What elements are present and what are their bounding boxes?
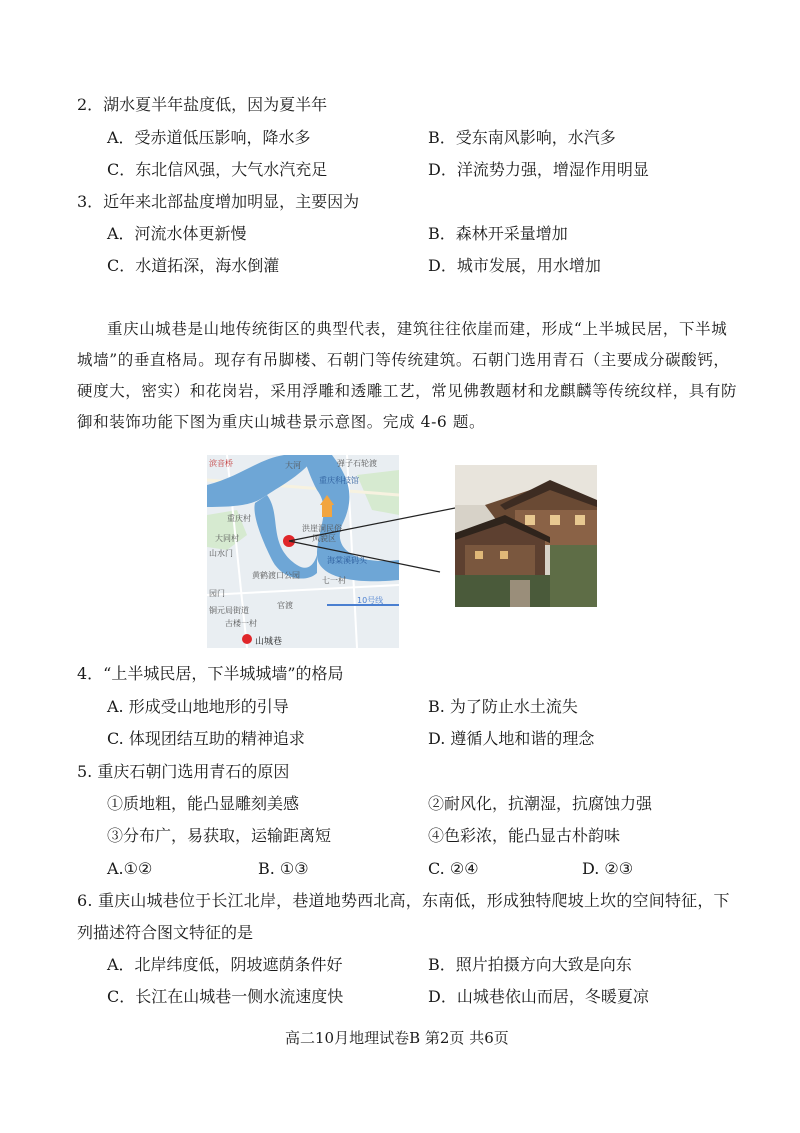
map-label: 海棠溪码头 <box>327 556 367 565</box>
map-label: 大同村 <box>215 534 239 543</box>
map-label: 大河 <box>285 461 301 470</box>
q4-option-d[interactable]: D. 遵循人地和谐的理念 <box>428 729 595 748</box>
map-label: 黄鹤渡口公园 <box>252 571 300 580</box>
passage-line-2: 城墙”的垂直格局。现存有吊脚楼、石朝门等传统建筑。石朝门选用青石（主要成分碳酸钙， <box>77 351 730 369</box>
q3-stem: 3．近年来北部盐度增加明显，主要因为 <box>77 192 360 211</box>
q5-option-d[interactable]: D. ②③ <box>582 859 634 878</box>
passage-line-3: 硬度大，密实）和花岗岩，采用浮雕和透雕工艺，常见佛教题材和龙麒麟等传统纹样，具有防 <box>77 382 738 400</box>
shancheng-alley-photo <box>455 465 597 607</box>
q2-option-c[interactable]: C．东北信风强，大气水汽充足 <box>107 160 328 179</box>
q6-option-d[interactable]: D．山城巷依山而居，冬暖夏凉 <box>428 987 649 1006</box>
page-footer: 高二10月地理试卷B 第2页 共6页 <box>285 1029 509 1047</box>
q6-option-b[interactable]: B．照片拍摄方向大致是向东 <box>428 955 632 974</box>
passage-line-4: 御和装饰功能下图为重庆山城巷景示意图。完成 4-6 题。 <box>77 413 486 431</box>
q6-stem-line-2: 列描述符合图文特征的是 <box>77 923 254 942</box>
q5-stem: 5. 重庆石朝门选用青石的原因 <box>77 762 290 781</box>
q2-option-b[interactable]: B．受东南风影响，水汽多 <box>428 128 616 147</box>
map-label: 重庆科技馆 <box>319 476 359 485</box>
q2-stem: 2．湖水夏半年盐度低，因为夏半年 <box>77 95 328 114</box>
map-label: 风貌区 <box>312 534 336 543</box>
q5-option-b[interactable]: B. ①③ <box>258 859 309 878</box>
q5-option-a[interactable]: A.①② <box>107 859 153 878</box>
q2-option-a[interactable]: A．受赤道低压影响，降水多 <box>107 128 311 147</box>
q6-option-a[interactable]: A．北岸纬度低，阴坡遮荫条件好 <box>107 955 343 974</box>
q5-item-3: ③分布广，易获取，运输距离短 <box>107 826 332 845</box>
map-label: 山水门 <box>209 549 233 558</box>
map-label: 园门 <box>209 589 225 598</box>
q4-option-a[interactable]: A. 形成受山地地形的引导 <box>107 697 289 716</box>
q5-item-1: ①质地粗，能凸显雕刻美感 <box>107 794 300 813</box>
map-label: 10号线 <box>357 596 384 605</box>
q3-option-a[interactable]: A．河流水体更新慢 <box>107 224 247 243</box>
map-label: 古楼一村 <box>225 619 257 628</box>
map-label: 官渡 <box>277 601 293 610</box>
q3-option-c[interactable]: C．水道拓深，海水倒灌 <box>107 256 280 275</box>
q4-stem: 4．“上半城民居，下半城城墙”的格局 <box>77 664 344 683</box>
q6-option-c[interactable]: C．长江在山城巷一侧水流速度快 <box>107 987 344 1006</box>
map-label: 铜元局街道 <box>209 606 249 615</box>
q3-option-d[interactable]: D．城市发展，用水增加 <box>428 256 601 275</box>
map-label: 重庆村 <box>227 514 251 523</box>
q5-item-2: ②耐风化，抗潮湿，抗腐蚀力强 <box>428 794 653 813</box>
q3-option-b[interactable]: B．森林开采量增加 <box>428 224 568 243</box>
passage-line-1: 重庆山城巷是山地传统街区的典型代表，建筑往往依崖而建，形成“上半城民居，下半城 <box>107 320 728 338</box>
q5-option-c[interactable]: C. ②④ <box>428 859 479 878</box>
q2-option-d[interactable]: D．洋流势力强，增湿作用明显 <box>428 160 649 179</box>
q4-option-c[interactable]: C. 体现团结互助的精神追求 <box>107 729 305 748</box>
q5-item-4: ④色彩浓，能凸显古朴韵味 <box>428 826 621 845</box>
map-marker-label: 山城巷 <box>255 637 283 647</box>
q6-stem-line-1: 6. 重庆山城巷位于长江北岸，巷道地势西北高，东南低，形成独特爬坡上坎的空间特征，下 <box>77 891 730 910</box>
map-label: 七一村 <box>322 576 346 585</box>
map-label: 弹子石轮渡 <box>337 459 377 468</box>
map-label: 滨音桥 <box>209 459 233 468</box>
q4-option-b[interactable]: B. 为了防止水土流失 <box>428 697 578 716</box>
map-label: 洪崖洞民俗 <box>302 524 342 533</box>
